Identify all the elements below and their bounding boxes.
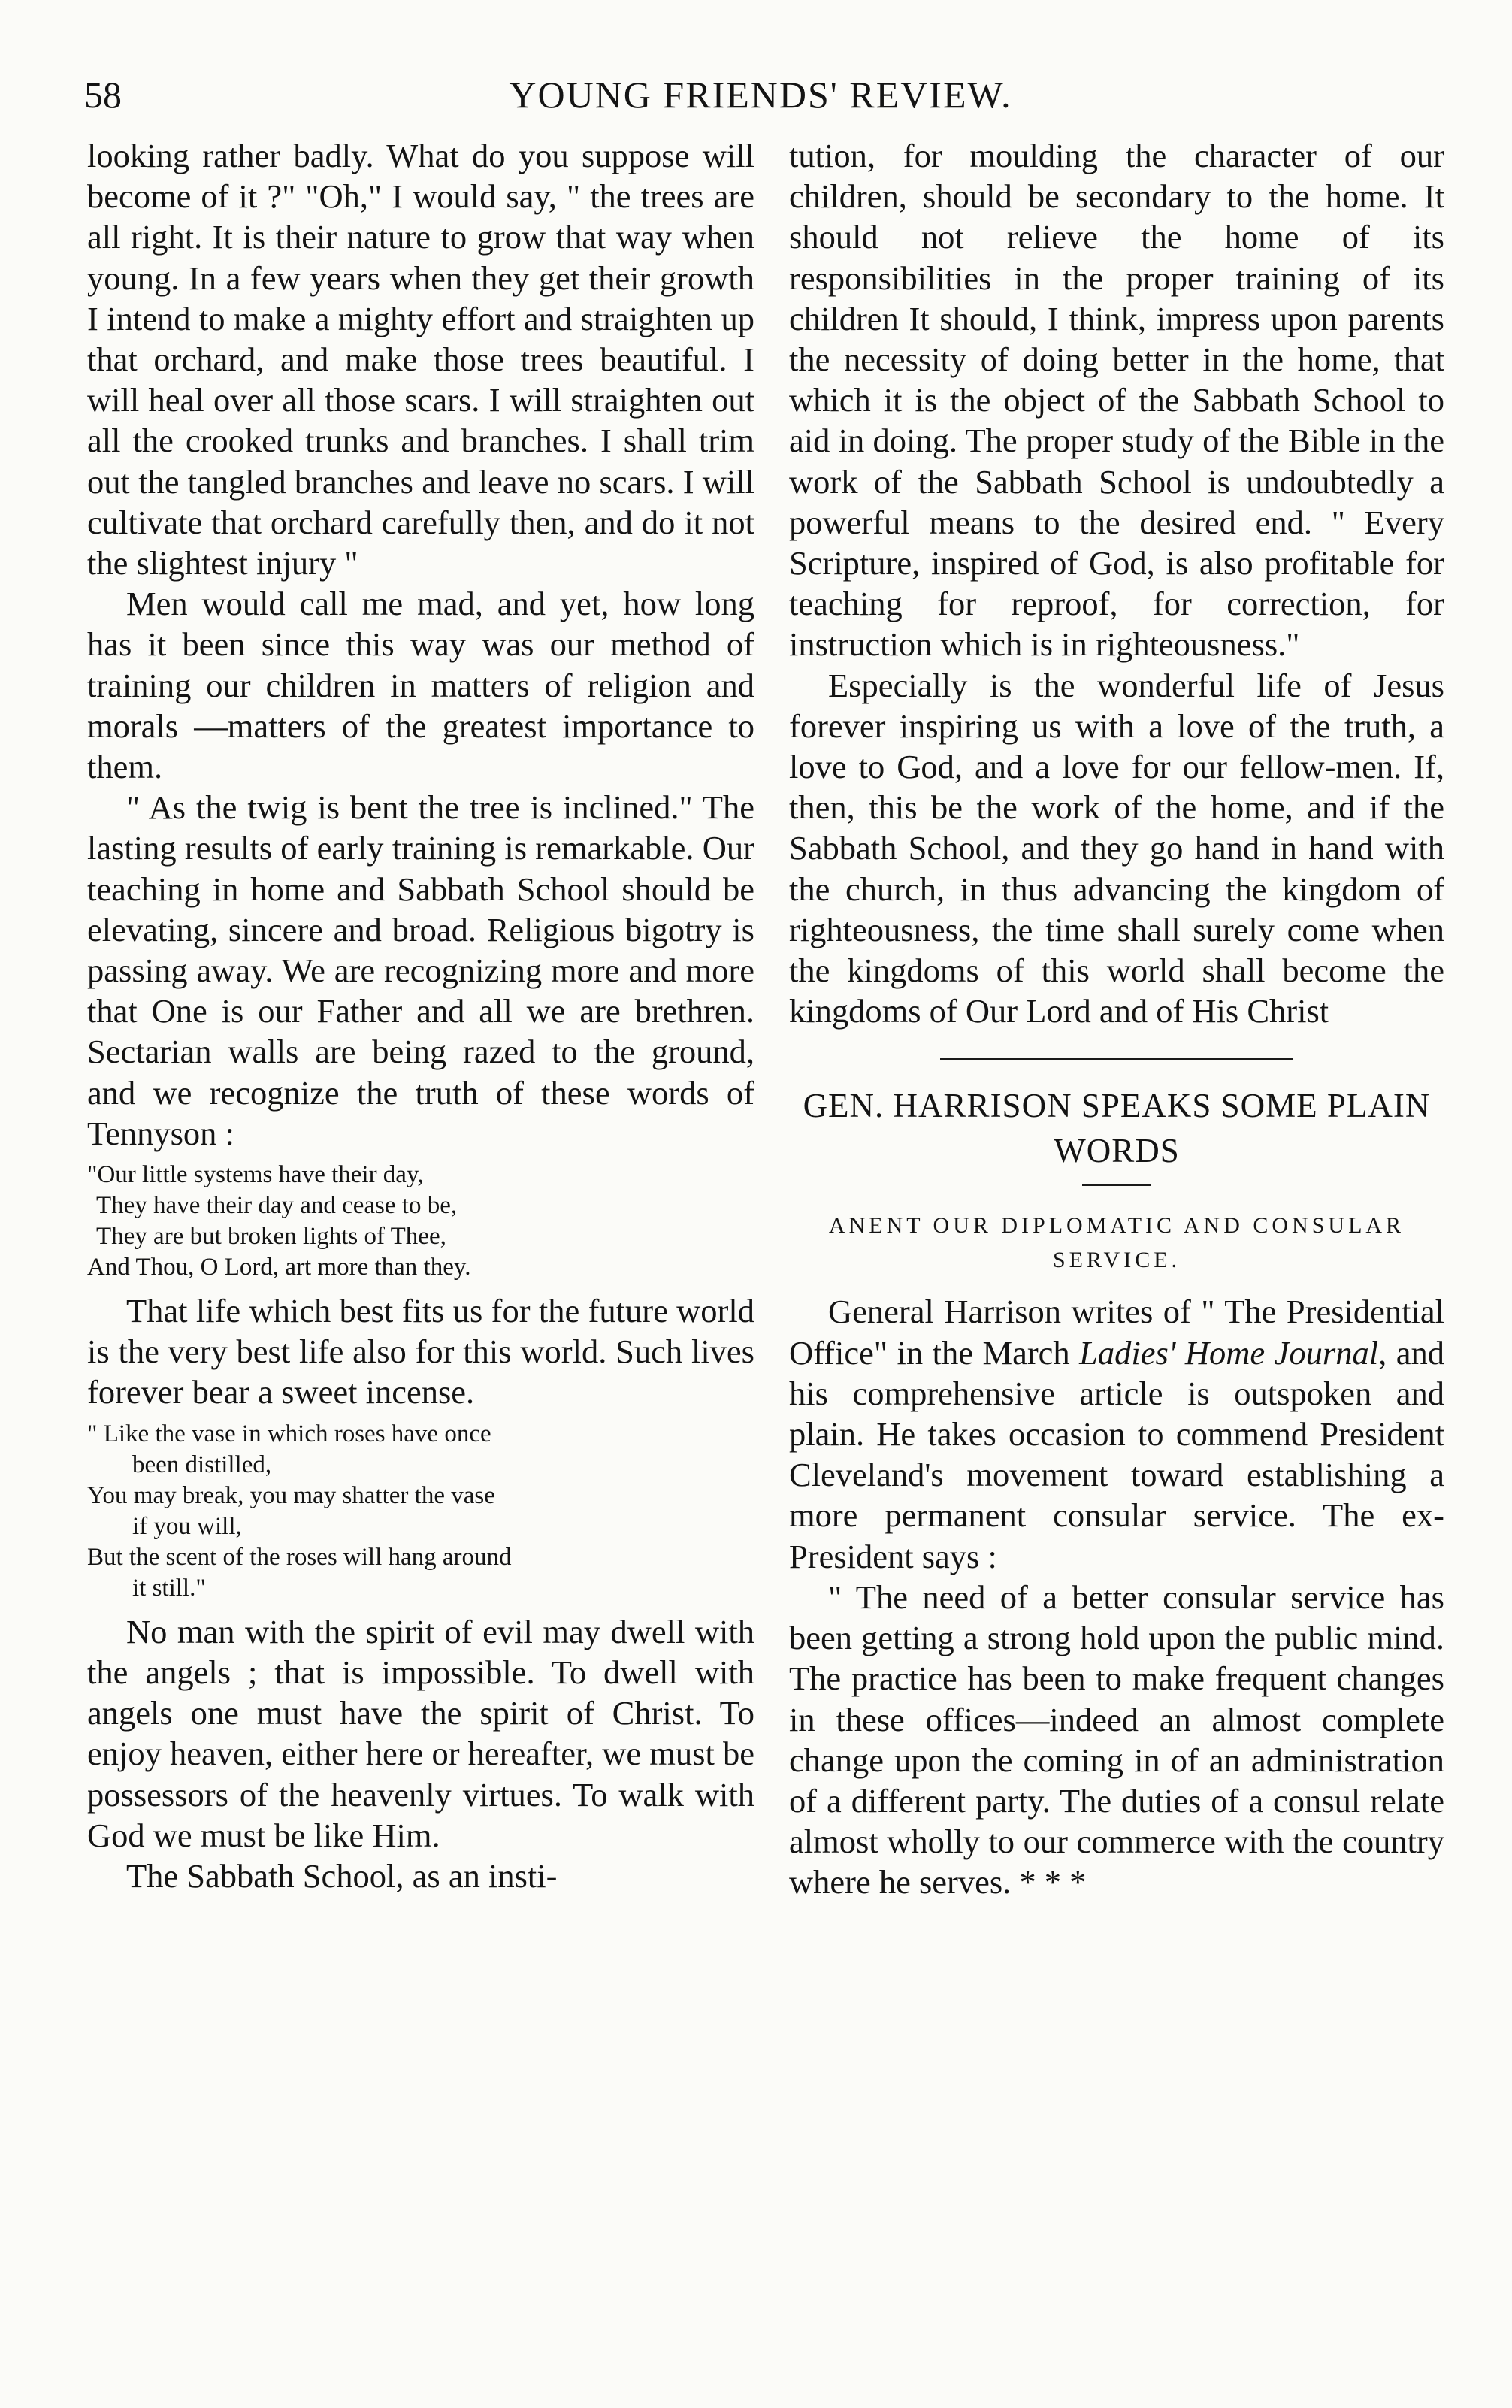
vase-verse	[87, 1419, 754, 1604]
verse-line: And Thou, O Lord, art more than they.	[87, 1254, 471, 1281]
journal-title: Ladies' Home Journal	[1079, 1333, 1379, 1372]
text-run: , and his comprehensive article is outspoken and plain. He takes occasion to commend President Cleveland's movement toward establishing a more permanent consular service. The ex-President says :	[789, 1333, 1444, 1575]
verse-line: But the scent of the roses will hang around	[87, 1543, 512, 1571]
paragraph: Men would call me mad, and yet, how long has it been since this way was our method of training our children in matters of religion and morals —matters of the greatest importance to them.	[87, 585, 754, 786]
text-run: General Harrison writes of " The Presidential Office" in the March	[789, 1293, 1444, 1372]
left-column	[87, 135, 754, 1896]
verse-line: it still."	[132, 1574, 206, 1602]
verse-line: if you will,	[132, 1512, 242, 1540]
paragraph: That life which best fits us for the future world is the very best life also for this world. Such lives forever bear a sweet incense.	[87, 1292, 754, 1411]
verse-line: They have their day and cease to be,	[96, 1192, 458, 1220]
verse-line: " Like the vase in which roses have once	[87, 1420, 491, 1448]
paragraph: tution, for moulding the character of our children, should be secondary to the home. It should not relieve the home of its responsibilities in the proper training of its children It should, I think, impress upon parents the necessity of doing better in the home, that which it is the object of the Sabbath School to aid in doing. The proper study of the Bible in the work of the Sabbath School is undoubtedly a powerful means to the desired end. " Every Scripture, inspired of God, is also profitable for teaching for reproof, for correction, for instruction which is in righteousness."	[789, 137, 1444, 664]
tennyson-verse	[87, 1160, 754, 1283]
article-headline: GEN. HARRISON SPEAKS SOME PLAIN WORDS	[803, 1087, 1431, 1170]
paragraph: Especially is the wonderful life of Jesus forever inspiring us with a love of the truth, a love to God, and a love for our fellow-men. If, then, this be the work of the home, and if the Sabbath School, and they go hand in hand with the church, in thus advancing the kingdom of righteousness, the time shall surely come when the kingdoms of this world shall become the kingdoms of Our Lord and of His Christ	[789, 666, 1444, 1030]
right-column	[789, 135, 1444, 1903]
paragraph	[789, 1291, 1444, 1576]
verse-line: You may break, you may shatter the vase	[87, 1481, 495, 1509]
page-number: 58	[84, 74, 122, 116]
verse-line: "Our little systems have their day,	[87, 1161, 424, 1189]
verse-line: They are but broken lights of Thee,	[96, 1223, 446, 1251]
running-head: YOUNG FRIENDS' REVIEW.	[509, 74, 1012, 116]
article-subhead: ANENT OUR DIPLOMATIC AND CONSULAR SERVICE.	[828, 1213, 1405, 1273]
paragraph: No man with the spirit of evil may dwell with the angels ; that is impossible. To dwell with angels one must have the spirit of Christ. To enjoy heaven, either here or hereafter, we must be possessors of the heavenly virtues. To walk with God we must be like Him.	[87, 1612, 754, 1854]
paragraph: " The need of a better consular service has been getting a strong hold upon the public mind. The practice has been to make frequent changes in these offices—indeed an almost complete change upon the coming in of an administration of a different party. The duties of a consul relate almost wholly to our commerce with the country where he serves. * * *	[789, 1578, 1444, 1901]
paragraph: looking rather badly. What do you suppose will become of it ?" "Oh," I would say, " the trees are all right. It is their nature to grow that way when young. In a few years when they get their growth I intend to make a mighty effort and straighten up that orchard, and make those trees beautiful. I will heal over all those scars. I will straighten out all the crooked trunks and branches. I shall trim out the tangled branches and leave no scars. I will cultivate that orchard carefully then, and do it not the slightest injury "	[87, 137, 754, 582]
page-header	[84, 72, 1437, 125]
paragraph: The Sabbath School, as an insti-	[126, 1856, 558, 1895]
verse-line: been distilled,	[132, 1451, 272, 1478]
paragraph: " As the twig is bent the tree is inclined." The lasting results of early training is remarkable. Our teaching in home and Sabbath School should be elevating, sincere and broad. Religious bigotry is passing away. We are recognizing more and more that One is our Father and all we are brethren. Sectarian walls are being razed to the ground, and we recognize the truth of these words of Tennyson :	[87, 788, 754, 1152]
headline-rule	[1082, 1184, 1151, 1186]
section-divider	[940, 1058, 1293, 1060]
